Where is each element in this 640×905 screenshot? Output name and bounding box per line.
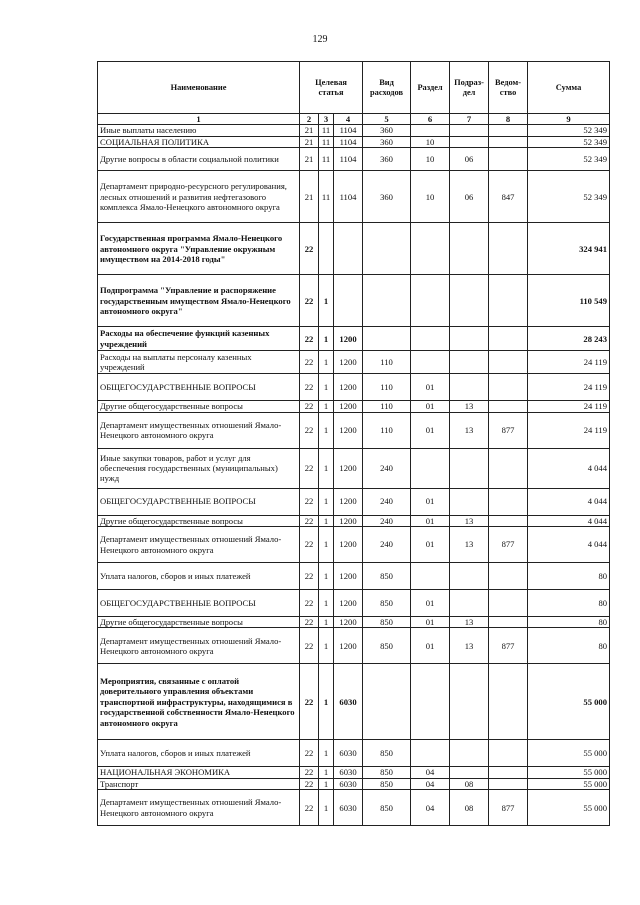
row-dept-cell xyxy=(489,488,528,515)
row-sum-cell: 55 000 xyxy=(528,778,610,789)
header-subsection: Подраз-дел xyxy=(450,62,489,114)
row-c-cell: 1200 xyxy=(334,527,363,563)
row-kind-cell: 850 xyxy=(363,740,411,767)
row-c-cell: 1104 xyxy=(334,125,363,136)
row-b-cell: 1 xyxy=(319,617,334,628)
row-c-cell: 1200 xyxy=(334,563,363,590)
row-c-cell: 6030 xyxy=(334,664,363,740)
row-c-cell: 1200 xyxy=(334,515,363,526)
row-sum-cell: 4 044 xyxy=(528,527,610,563)
column-number: 9 xyxy=(528,114,610,125)
row-name-cell: Расходы на обеспечение функций казенных учреждений xyxy=(98,327,300,351)
row-sec-cell: 01 xyxy=(411,488,450,515)
budget-table xyxy=(97,61,610,826)
row-b-cell: 11 xyxy=(319,171,334,223)
row-sec-cell: 04 xyxy=(411,778,450,789)
row-dept-cell xyxy=(489,515,528,526)
table-row xyxy=(98,617,610,628)
row-sum-cell: 4 044 xyxy=(528,488,610,515)
row-name-cell: Другие вопросы в области социальной политики xyxy=(98,148,300,171)
row-kind-cell: 850 xyxy=(363,767,411,778)
row-a-cell: 22 xyxy=(300,527,319,563)
row-a-cell: 21 xyxy=(300,136,319,147)
row-sum-cell: 4 044 xyxy=(528,448,610,488)
row-sum-cell: 4 044 xyxy=(528,515,610,526)
row-sum-cell: 24 119 xyxy=(528,412,610,448)
row-sum-cell: 55 000 xyxy=(528,740,610,767)
row-c-cell: 1200 xyxy=(334,488,363,515)
row-name-cell: НАЦИОНАЛЬНАЯ ЭКОНОМИКА xyxy=(98,767,300,778)
row-dept-cell xyxy=(489,740,528,767)
row-dept-cell xyxy=(489,590,528,617)
row-dept-cell xyxy=(489,351,528,374)
table-row xyxy=(98,125,610,136)
table-row xyxy=(98,136,610,147)
row-dept-cell xyxy=(489,767,528,778)
table-row xyxy=(98,790,610,826)
table-row xyxy=(98,275,610,327)
row-b-cell: 1 xyxy=(319,488,334,515)
row-a-cell: 22 xyxy=(300,351,319,374)
row-sub-cell xyxy=(450,223,489,275)
row-sum-cell: 55 000 xyxy=(528,664,610,740)
row-sum-cell: 24 119 xyxy=(528,401,610,412)
row-sec-cell: 01 xyxy=(411,590,450,617)
row-sum-cell: 55 000 xyxy=(528,767,610,778)
row-a-cell: 22 xyxy=(300,327,319,351)
row-dept-cell xyxy=(489,136,528,147)
row-kind-cell: 850 xyxy=(363,790,411,826)
row-c-cell: 1104 xyxy=(334,171,363,223)
row-a-cell: 22 xyxy=(300,778,319,789)
row-sub-cell xyxy=(450,664,489,740)
row-sum-cell: 80 xyxy=(528,590,610,617)
row-sub-cell xyxy=(450,351,489,374)
row-kind-cell: 110 xyxy=(363,351,411,374)
row-kind-cell: 850 xyxy=(363,590,411,617)
row-c-cell: 6030 xyxy=(334,778,363,789)
row-sub-cell xyxy=(450,448,489,488)
row-b-cell xyxy=(319,223,334,275)
row-dept-cell xyxy=(489,125,528,136)
row-kind-cell xyxy=(363,223,411,275)
row-c-cell xyxy=(334,223,363,275)
row-name-cell: Мероприятия, связанные с оплатой доверительного управления объектами транспортной инфраструктуры, находящимися в государственной собственности Ямало-Ненецкого автономного округа xyxy=(98,664,300,740)
row-dept-cell xyxy=(489,275,528,327)
table-row xyxy=(98,590,610,617)
row-name-cell: Департамент имущественных отношений Ямало-Ненецкого автономного округа xyxy=(98,790,300,826)
row-name-cell: Иные закупки товаров, работ и услуг для обеспечения государственных (муниципальных) нужд xyxy=(98,448,300,488)
row-sec-cell: 04 xyxy=(411,767,450,778)
row-sub-cell: 13 xyxy=(450,628,489,664)
header-sum: Сумма xyxy=(528,62,610,114)
table-row xyxy=(98,412,610,448)
row-dept-cell: 847 xyxy=(489,171,528,223)
table-row xyxy=(98,628,610,664)
row-sec-cell: 01 xyxy=(411,628,450,664)
row-a-cell: 22 xyxy=(300,563,319,590)
table-row xyxy=(98,223,610,275)
row-name-cell: Государственная программа Ямало-Ненецкого автономного округа "Управление окружным имуществом на 2014-2018 годы" xyxy=(98,223,300,275)
row-kind-cell xyxy=(363,275,411,327)
row-sec-cell: 04 xyxy=(411,790,450,826)
row-dept-cell xyxy=(489,664,528,740)
header-target: Целевая статья xyxy=(300,62,363,114)
table-row xyxy=(98,563,610,590)
row-kind-cell: 850 xyxy=(363,628,411,664)
row-name-cell: Департамент имущественных отношений Ямало-Ненецкого автономного округа xyxy=(98,412,300,448)
row-kind-cell: 240 xyxy=(363,515,411,526)
row-kind-cell: 110 xyxy=(363,412,411,448)
row-kind-cell: 110 xyxy=(363,374,411,401)
table-row xyxy=(98,448,610,488)
row-c-cell: 1200 xyxy=(334,327,363,351)
row-name-cell: Департамент природно-ресурсного регулирования, лесных отношений и развития нефтегазового комплекса Ямало-Ненецкого автономного округа xyxy=(98,171,300,223)
header-dept: Ведом-ство xyxy=(489,62,528,114)
table-row xyxy=(98,171,610,223)
row-c-cell: 1200 xyxy=(334,590,363,617)
row-sub-cell: 06 xyxy=(450,148,489,171)
row-sec-cell: 01 xyxy=(411,617,450,628)
row-a-cell: 22 xyxy=(300,488,319,515)
row-c-cell: 1200 xyxy=(334,351,363,374)
row-sec-cell xyxy=(411,275,450,327)
row-sec-cell: 01 xyxy=(411,401,450,412)
row-b-cell: 1 xyxy=(319,563,334,590)
table-row xyxy=(98,374,610,401)
row-sec-cell xyxy=(411,327,450,351)
row-sum-cell: 28 243 xyxy=(528,327,610,351)
row-dept-cell: 877 xyxy=(489,790,528,826)
column-number: 6 xyxy=(411,114,450,125)
row-kind-cell: 240 xyxy=(363,488,411,515)
row-a-cell: 22 xyxy=(300,412,319,448)
row-name-cell: Транспорт xyxy=(98,778,300,789)
row-name-cell: Другие общегосударственные вопросы xyxy=(98,617,300,628)
row-sec-cell xyxy=(411,125,450,136)
column-number: 1 xyxy=(98,114,300,125)
row-sub-cell: 13 xyxy=(450,401,489,412)
row-sec-cell xyxy=(411,223,450,275)
column-number: 5 xyxy=(363,114,411,125)
row-kind-cell: 240 xyxy=(363,527,411,563)
row-kind-cell xyxy=(363,327,411,351)
row-dept-cell: 877 xyxy=(489,628,528,664)
row-sum-cell: 52 349 xyxy=(528,136,610,147)
row-b-cell: 1 xyxy=(319,628,334,664)
row-sum-cell: 55 000 xyxy=(528,790,610,826)
row-name-cell: СОЦИАЛЬНАЯ ПОЛИТИКА xyxy=(98,136,300,147)
row-sum-cell: 324 941 xyxy=(528,223,610,275)
row-a-cell: 21 xyxy=(300,148,319,171)
row-sub-cell xyxy=(450,488,489,515)
row-c-cell xyxy=(334,275,363,327)
row-a-cell: 22 xyxy=(300,740,319,767)
row-c-cell: 6030 xyxy=(334,740,363,767)
table-row xyxy=(98,488,610,515)
header-name: Наименование xyxy=(98,62,300,114)
row-c-cell: 1104 xyxy=(334,136,363,147)
row-sub-cell xyxy=(450,125,489,136)
row-a-cell: 22 xyxy=(300,790,319,826)
row-name-cell: ОБЩЕГОСУДАРСТВЕННЫЕ ВОПРОСЫ xyxy=(98,374,300,401)
column-number: 7 xyxy=(450,114,489,125)
page-number: 129 xyxy=(312,34,328,45)
row-a-cell: 22 xyxy=(300,275,319,327)
row-dept-cell xyxy=(489,148,528,171)
row-kind-cell: 240 xyxy=(363,448,411,488)
table-row xyxy=(98,515,610,526)
row-sec-cell: 01 xyxy=(411,374,450,401)
row-c-cell: 6030 xyxy=(334,790,363,826)
row-dept-cell xyxy=(489,223,528,275)
row-b-cell: 1 xyxy=(319,374,334,401)
row-a-cell: 22 xyxy=(300,448,319,488)
row-kind-cell: 360 xyxy=(363,171,411,223)
row-sec-cell: 01 xyxy=(411,515,450,526)
row-sub-cell: 06 xyxy=(450,171,489,223)
table-row xyxy=(98,767,610,778)
row-sum-cell: 52 349 xyxy=(528,125,610,136)
row-sum-cell: 80 xyxy=(528,628,610,664)
row-c-cell: 1200 xyxy=(334,412,363,448)
row-sec-cell xyxy=(411,664,450,740)
column-number: 4 xyxy=(334,114,363,125)
row-sub-cell xyxy=(450,563,489,590)
row-kind-cell: 850 xyxy=(363,617,411,628)
row-kind-cell xyxy=(363,664,411,740)
row-a-cell: 22 xyxy=(300,617,319,628)
column-number: 3 xyxy=(319,114,334,125)
row-sub-cell: 13 xyxy=(450,412,489,448)
row-b-cell: 1 xyxy=(319,327,334,351)
row-a-cell: 22 xyxy=(300,401,319,412)
row-name-cell: Иные выплаты населению xyxy=(98,125,300,136)
header-row xyxy=(98,62,610,114)
row-b-cell: 1 xyxy=(319,515,334,526)
row-sec-cell: 10 xyxy=(411,136,450,147)
row-b-cell: 1 xyxy=(319,590,334,617)
row-a-cell: 21 xyxy=(300,125,319,136)
row-a-cell: 22 xyxy=(300,515,319,526)
row-dept-cell xyxy=(489,327,528,351)
row-name-cell: Уплата налогов, сборов и иных платежей xyxy=(98,563,300,590)
row-sum-cell: 24 119 xyxy=(528,374,610,401)
row-kind-cell: 360 xyxy=(363,148,411,171)
row-dept-cell xyxy=(489,401,528,412)
header-kind: Вид расходов xyxy=(363,62,411,114)
row-b-cell: 1 xyxy=(319,664,334,740)
row-dept-cell xyxy=(489,617,528,628)
row-sec-cell xyxy=(411,351,450,374)
column-number-row xyxy=(98,114,610,125)
row-sub-cell xyxy=(450,767,489,778)
row-sum-cell: 24 119 xyxy=(528,351,610,374)
row-name-cell: ОБЩЕГОСУДАРСТВЕННЫЕ ВОПРОСЫ xyxy=(98,590,300,617)
row-c-cell: 6030 xyxy=(334,767,363,778)
row-c-cell: 1200 xyxy=(334,401,363,412)
row-dept-cell xyxy=(489,374,528,401)
row-sec-cell: 01 xyxy=(411,412,450,448)
row-name-cell: Департамент имущественных отношений Ямало-Ненецкого автономного округа xyxy=(98,527,300,563)
row-sub-cell xyxy=(450,740,489,767)
row-sub-cell: 13 xyxy=(450,617,489,628)
row-sum-cell: 80 xyxy=(528,563,610,590)
row-sub-cell xyxy=(450,374,489,401)
row-dept-cell: 877 xyxy=(489,412,528,448)
row-b-cell: 1 xyxy=(319,767,334,778)
row-sec-cell: 10 xyxy=(411,171,450,223)
row-b-cell: 1 xyxy=(319,351,334,374)
row-sub-cell: 13 xyxy=(450,527,489,563)
row-sec-cell xyxy=(411,740,450,767)
row-kind-cell: 110 xyxy=(363,401,411,412)
row-b-cell: 11 xyxy=(319,136,334,147)
table-row xyxy=(98,327,610,351)
table-row xyxy=(98,778,610,789)
row-name-cell: Подпрограмма "Управление и распоряжение государственным имуществом Ямало-Ненецкого автономного округа" xyxy=(98,275,300,327)
row-b-cell: 1 xyxy=(319,790,334,826)
row-kind-cell: 850 xyxy=(363,778,411,789)
row-c-cell: 1104 xyxy=(334,148,363,171)
row-a-cell: 22 xyxy=(300,628,319,664)
row-name-cell: Уплата налогов, сборов и иных платежей xyxy=(98,740,300,767)
table-row xyxy=(98,401,610,412)
row-c-cell: 1200 xyxy=(334,448,363,488)
row-b-cell: 1 xyxy=(319,527,334,563)
row-sub-cell xyxy=(450,327,489,351)
row-a-cell: 22 xyxy=(300,223,319,275)
row-name-cell: Расходы на выплаты персоналу казенных учреждений xyxy=(98,351,300,374)
table-row xyxy=(98,740,610,767)
row-sub-cell: 08 xyxy=(450,790,489,826)
row-b-cell: 1 xyxy=(319,401,334,412)
row-a-cell: 21 xyxy=(300,171,319,223)
row-b-cell: 11 xyxy=(319,148,334,171)
table-row xyxy=(98,351,610,374)
row-a-cell: 22 xyxy=(300,767,319,778)
row-a-cell: 22 xyxy=(300,664,319,740)
row-kind-cell: 360 xyxy=(363,136,411,147)
row-dept-cell xyxy=(489,778,528,789)
row-name-cell: Другие общегосударственные вопросы xyxy=(98,515,300,526)
row-sec-cell: 01 xyxy=(411,527,450,563)
row-b-cell: 1 xyxy=(319,275,334,327)
row-sub-cell: 08 xyxy=(450,778,489,789)
row-dept-cell xyxy=(489,448,528,488)
column-number: 8 xyxy=(489,114,528,125)
header-section: Раздел xyxy=(411,62,450,114)
row-a-cell: 22 xyxy=(300,590,319,617)
row-sec-cell: 10 xyxy=(411,148,450,171)
row-b-cell: 1 xyxy=(319,778,334,789)
row-c-cell: 1200 xyxy=(334,628,363,664)
row-sum-cell: 110 549 xyxy=(528,275,610,327)
row-b-cell: 1 xyxy=(319,412,334,448)
table-row xyxy=(98,148,610,171)
row-name-cell: Другие общегосударственные вопросы xyxy=(98,401,300,412)
row-name-cell: Департамент имущественных отношений Ямало-Ненецкого автономного округа xyxy=(98,628,300,664)
row-sum-cell: 52 349 xyxy=(528,148,610,171)
row-dept-cell: 877 xyxy=(489,527,528,563)
row-sub-cell xyxy=(450,136,489,147)
row-kind-cell: 360 xyxy=(363,125,411,136)
row-sum-cell: 80 xyxy=(528,617,610,628)
row-c-cell: 1200 xyxy=(334,374,363,401)
row-dept-cell xyxy=(489,563,528,590)
budget-body xyxy=(98,125,610,826)
row-sec-cell xyxy=(411,448,450,488)
row-a-cell: 22 xyxy=(300,374,319,401)
table-row xyxy=(98,664,610,740)
table-row xyxy=(98,527,610,563)
row-name-cell: ОБЩЕГОСУДАРСТВЕННЫЕ ВОПРОСЫ xyxy=(98,488,300,515)
row-sub-cell: 13 xyxy=(450,515,489,526)
row-b-cell: 1 xyxy=(319,740,334,767)
row-c-cell: 1200 xyxy=(334,617,363,628)
row-sub-cell xyxy=(450,275,489,327)
row-sum-cell: 52 349 xyxy=(528,171,610,223)
row-b-cell: 1 xyxy=(319,448,334,488)
row-b-cell: 11 xyxy=(319,125,334,136)
column-number: 2 xyxy=(300,114,319,125)
row-kind-cell: 850 xyxy=(363,563,411,590)
row-sec-cell xyxy=(411,563,450,590)
row-sub-cell xyxy=(450,590,489,617)
